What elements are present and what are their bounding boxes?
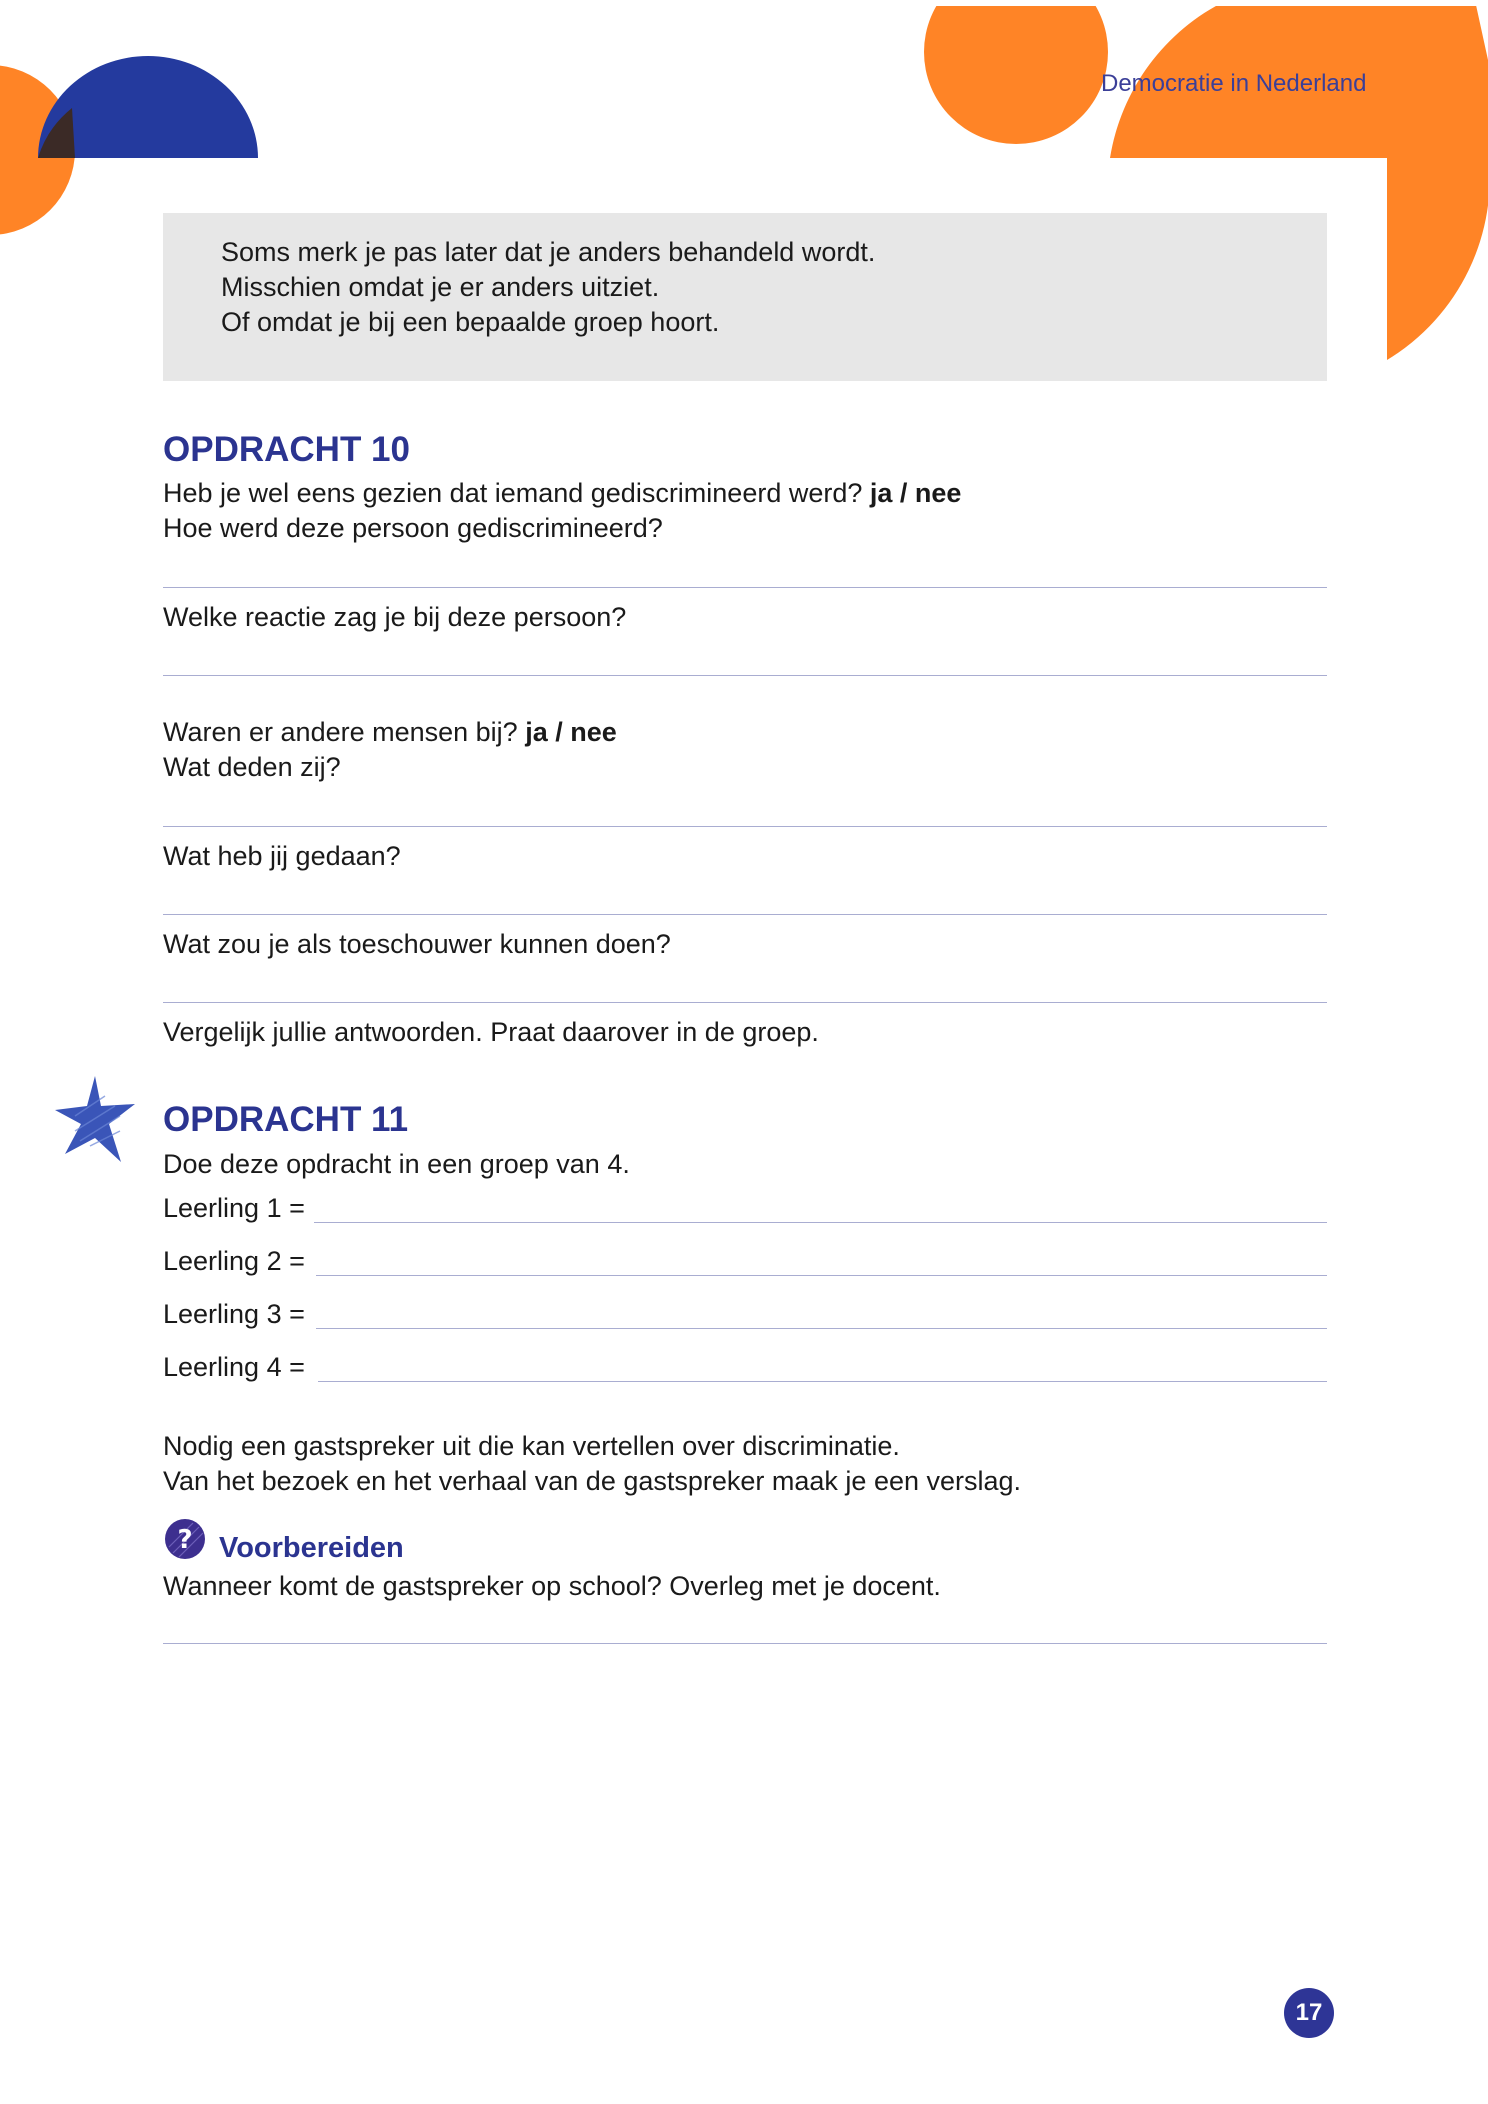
opdracht-11-heading: OPDRACHT 11 — [163, 1100, 409, 1139]
question-1 — [163, 476, 961, 511]
answer-line-1[interactable] — [163, 587, 1327, 588]
student-line-2[interactable] — [316, 1275, 1327, 1276]
star-icon — [55, 1076, 139, 1162]
info-line-1: Soms merk je pas later dat je anders behandeld wordt. — [221, 237, 876, 267]
question-4 — [163, 715, 617, 750]
svg-text:?: ? — [177, 1525, 193, 1555]
voorbereiden-heading: Voorbereiden — [219, 1532, 404, 1564]
question-icon — [163, 1517, 207, 1561]
opdracht-11-intro: Doe deze opdracht in een groep van 4. — [163, 1149, 630, 1179]
info-box — [163, 213, 1327, 381]
question-2: Hoe werd deze persoon gediscrimineerd? — [163, 513, 663, 543]
voorbereiden-question: Wanneer komt de gastspreker op school? Overleg met je docent. — [163, 1571, 941, 1601]
answer-line-4[interactable] — [163, 914, 1327, 915]
student-label-3: Leerling 3 = — [163, 1299, 305, 1329]
student-line-3[interactable] — [316, 1328, 1327, 1329]
question-5: Wat deden zij? — [163, 752, 341, 782]
question-8: Vergelijk jullie antwoorden. Praat daarover in de groep. — [163, 1017, 819, 1047]
orange-circle-right — [924, 0, 1108, 144]
answer-line-6[interactable] — [163, 1643, 1327, 1644]
answer-line-5[interactable] — [163, 1002, 1327, 1003]
question-3: Welke reactie zag je bij deze persoon? — [163, 602, 627, 632]
header-title: Democratie in Nederland — [1101, 70, 1367, 97]
question-1-options[interactable]: ja / nee — [869, 478, 962, 508]
gastspreker-text-1: Nodig een gastspreker uit die kan vertellen over discriminatie. — [163, 1431, 900, 1461]
student-label-4: Leerling 4 = — [163, 1352, 305, 1382]
question-4-text: Waren er andere mensen bij? — [163, 717, 518, 747]
question-1-text: Heb je wel eens gezien dat iemand gediscrimineerd werd? — [163, 478, 863, 508]
student-line-1[interactable] — [314, 1222, 1327, 1223]
question-7: Wat zou je als toeschouwer kunnen doen? — [163, 929, 671, 959]
info-line-2: Misschien omdat je er anders uitziet. — [221, 272, 660, 302]
page-number: 17 — [1284, 1988, 1334, 2038]
answer-line-2[interactable] — [163, 675, 1327, 676]
question-6: Wat heb jij gedaan? — [163, 841, 401, 871]
answer-line-3[interactable] — [163, 826, 1327, 827]
opdracht-10-heading: OPDRACHT 10 — [163, 430, 410, 469]
student-line-4[interactable] — [318, 1381, 1327, 1382]
question-4-options[interactable]: ja / nee — [525, 717, 617, 747]
info-line-3: Of omdat je bij een bepaalde groep hoort. — [221, 307, 720, 337]
gastspreker-text-2: Van het bezoek en het verhaal van de gastspreker maak je een verslag. — [163, 1466, 1022, 1496]
student-label-1: Leerling 1 = — [163, 1193, 305, 1223]
student-label-2: Leerling 2 = — [163, 1246, 305, 1276]
